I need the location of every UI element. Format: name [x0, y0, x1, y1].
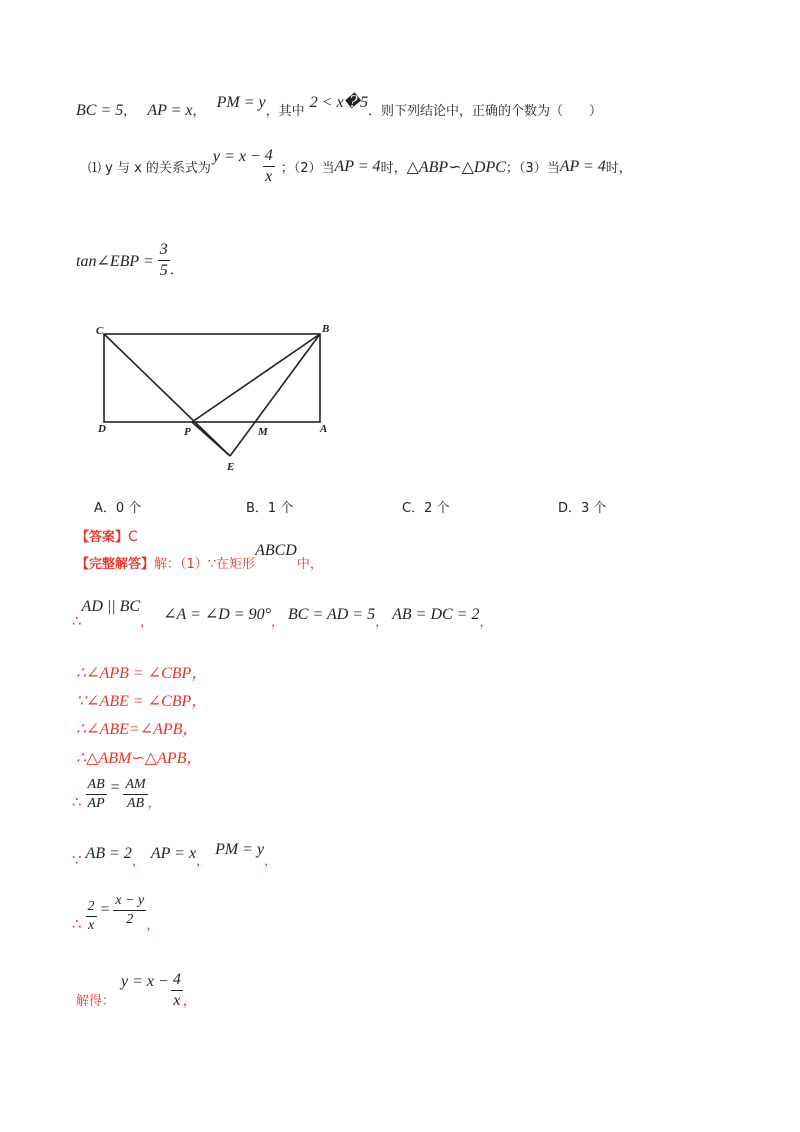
comma: ，	[147, 796, 161, 811]
tan-ebp: tan∠EBP =	[76, 252, 154, 270]
fraction-ab-ap	[86, 778, 107, 811]
geometry-figure	[88, 318, 348, 478]
pm-equals-y: PM = y	[215, 841, 265, 858]
bc-equals-5: BC = 5	[76, 102, 124, 119]
pm-equals-y: PM = y	[216, 94, 266, 111]
fraction-3-over-5	[158, 242, 170, 279]
question-prompt: ．则下列结论中，正确的个数为（ ）	[368, 104, 603, 119]
solution-step-6	[72, 778, 161, 811]
label-m: M	[258, 426, 268, 438]
eq-lhs: y = x −	[212, 147, 261, 165]
denominator: AB	[127, 796, 145, 811]
fraction-am-ab	[123, 778, 147, 811]
line-ce	[104, 334, 230, 456]
text-zhong: 中，	[296, 557, 323, 572]
fraction-4-over-x	[263, 148, 275, 185]
step-text: ∴∠APB = ∠CBP，	[76, 665, 208, 682]
numerator: 4	[263, 148, 275, 167]
line-pe	[192, 422, 230, 456]
solution-step-4	[76, 716, 198, 739]
fraction-x-minus-y-over-2	[113, 894, 146, 927]
step-text: ∴∠ABE=∠APB，	[76, 721, 199, 738]
fraction-4-over-x	[171, 972, 183, 1009]
solution-header	[76, 542, 323, 572]
line-be	[230, 334, 320, 456]
ab-equals-2: AB = 2	[85, 845, 132, 862]
solution-step-2	[76, 660, 207, 683]
separator: ，	[123, 104, 137, 119]
option-c[interactable]: C．2 个	[402, 501, 450, 516]
answer-value: C	[128, 529, 138, 545]
x-range: 2 < x�5	[309, 94, 369, 111]
step-text: ∴△ABM∽△APB，	[76, 750, 203, 767]
denominator: x	[265, 168, 273, 185]
denominator: 5	[159, 262, 168, 279]
ap-equals-x: AP = x	[150, 845, 197, 862]
numerator: 3	[158, 242, 170, 261]
comma: ，	[182, 994, 196, 1009]
because-symbol: ∵	[72, 851, 82, 869]
angles-right: ∠A = ∠D = 90°	[163, 606, 271, 623]
comma: ，	[479, 615, 493, 630]
comma: ，	[270, 615, 284, 630]
label-a: A	[320, 423, 328, 435]
solution-step-5	[76, 745, 202, 768]
comma: ，	[131, 854, 145, 869]
separator: ，	[192, 104, 206, 119]
equals-sign: =	[109, 779, 121, 796]
period: ．	[169, 263, 183, 278]
label-c: C	[96, 325, 104, 337]
option-a[interactable]: A．0 个	[94, 501, 142, 516]
solution-step-8	[72, 893, 160, 933]
solution-step-7	[72, 841, 278, 869]
ab-equals-dc: AB = DC = 2	[392, 606, 480, 623]
comma: ，	[146, 918, 160, 933]
therefore-symbol: ∴	[72, 915, 82, 933]
solution-tag: 【完整解答】	[76, 557, 155, 572]
denominator: AP	[87, 796, 105, 811]
eq-lhs: y = x −	[121, 973, 169, 990]
statement-3-label: ；（3）当	[505, 161, 560, 176]
question-line-2	[88, 148, 632, 185]
similar-triangles: △ABP∽△DPC	[406, 158, 506, 176]
option-b[interactable]: B．1 个	[246, 501, 294, 516]
ap-equals-4: AP = 4	[334, 157, 381, 175]
label-e: E	[227, 461, 235, 473]
statement-2-label: ；（2）当	[280, 161, 335, 176]
answer-tag: 【答案】	[76, 530, 129, 545]
denominator: 2	[126, 912, 134, 927]
ap-equals-4: AP = 4	[559, 157, 606, 175]
therefore-symbol: ∴	[72, 612, 82, 630]
numerator: 4	[171, 972, 183, 991]
comma: ，	[375, 615, 389, 630]
therefore-symbol: ∴	[72, 793, 82, 811]
text-shi: 时，	[605, 161, 632, 176]
solution-step-3	[76, 688, 207, 711]
option-d[interactable]: D．3 个	[558, 501, 607, 516]
text-qizhong: ，其中	[265, 104, 305, 119]
fraction-2-over-x	[86, 900, 97, 933]
solve-label: 解得：	[76, 994, 116, 1009]
equals-sign: =	[99, 901, 111, 918]
label-d: D	[98, 423, 106, 435]
numerator: AB	[86, 778, 107, 795]
ad-parallel-bc: AD || BC	[81, 598, 141, 615]
text-shi: 时，	[380, 161, 407, 176]
question-line-3	[76, 242, 183, 279]
comma: ，	[196, 854, 210, 869]
numerator: x − y	[113, 894, 146, 911]
comma: ，	[140, 615, 154, 630]
bc-equals-ad: BC = AD = 5	[288, 606, 376, 623]
label-b: B	[322, 323, 330, 335]
step-text: ∵∠ABE = ∠CBP，	[76, 693, 208, 710]
solution-step-9	[76, 972, 196, 1009]
answer-line	[76, 526, 138, 545]
denominator: x	[87, 918, 95, 933]
denominator: x	[173, 992, 181, 1009]
numerator: AM	[123, 778, 147, 795]
question-line-1	[76, 94, 603, 120]
rectangle-abcd: ABCD	[255, 542, 297, 559]
solution-step-1	[72, 598, 493, 630]
ap-equals-x: AP = x	[147, 102, 193, 119]
solution-intro: 解：（1）∵在矩形	[154, 557, 256, 572]
numerator: 2	[86, 900, 97, 917]
statement-1-label: ⑴ y 与 x 的关系式为	[88, 161, 211, 176]
label-p: P	[184, 426, 191, 438]
line-bp	[192, 334, 320, 422]
comma: ，	[264, 854, 278, 869]
